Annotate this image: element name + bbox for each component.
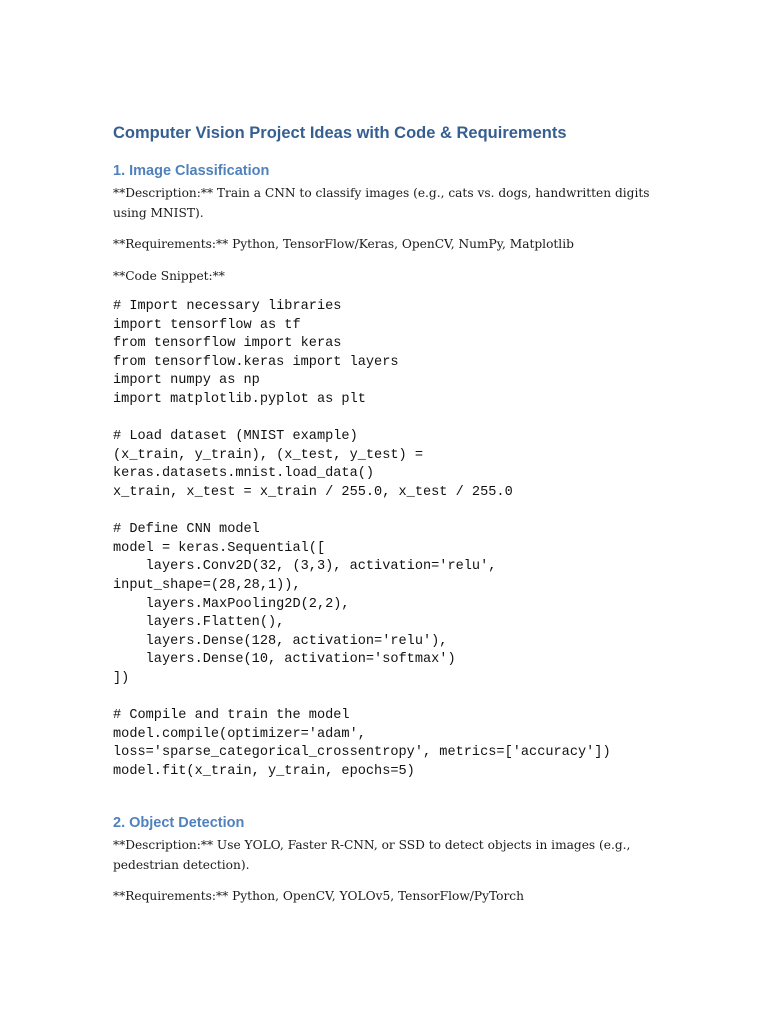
section-heading-image-classification: 1. Image Classification: [113, 163, 270, 179]
code-snippet-label: **Code Snippet:**: [113, 269, 225, 283]
code-line: layers.MaxPooling2D(2,2),: [113, 596, 350, 612]
code-line: from tensorflow.keras import layers: [113, 354, 399, 370]
code-line: import numpy as np: [113, 373, 260, 389]
section-heading-object-detection: 2. Object Detection: [113, 815, 245, 831]
document-title: Computer Vision Project Ideas with Code & Requirements: [113, 124, 567, 142]
code-line: keras.datasets.mnist.load_data(): [113, 466, 375, 482]
code-line: from tensorflow import keras: [113, 336, 342, 352]
code-line: layers.Dense(128, activation='relu'),: [113, 633, 448, 649]
code-line: layers.Dense(10, activation='softmax'): [113, 652, 456, 668]
code-line: # Compile and train the model: [113, 708, 350, 724]
code-line: # Define CNN model: [113, 522, 260, 538]
section-description-object-detection: **Description:** Use YOLO, Faster R-CNN, or SSD to detect objects in images (e.g., pedestrian detection).: [113, 838, 631, 872]
code-line: import tensorflow as tf: [113, 317, 301, 333]
code-line: [113, 503, 658, 522]
code-line: model.compile(optimizer='adam',: [113, 726, 366, 742]
code-line: model = keras.Sequential([: [113, 540, 326, 556]
code-line: layers.Flatten(),: [113, 615, 285, 631]
code-line: loss='sparse_categorical_crossentropy', metrics=['accuracy']): [113, 745, 611, 761]
section-requirements-object-detection: **Requirements:** Python, OpenCV, YOLOv5, TensorFlow/PyTorch: [113, 889, 524, 903]
code-line: (x_train, y_train), (x_test, y_test) =: [113, 447, 423, 463]
code-snippet-block: [113, 298, 658, 781]
section-description-image-classification: **Description:** Train a CNN to classify images (e.g., cats vs. dogs, handwritten digits using MNIST).: [113, 186, 650, 220]
code-line: # Import necessary libraries: [113, 299, 342, 314]
code-line: input_shape=(28,28,1)),: [113, 577, 301, 593]
code-line: model.fit(x_train, y_train, epochs=5): [113, 763, 415, 779]
code-line: [113, 410, 658, 429]
section-requirements-image-classification: **Requirements:** Python, TensorFlow/Keras, OpenCV, NumPy, Matplotlib: [113, 237, 574, 251]
code-line: ]): [113, 670, 130, 686]
code-line: x_train, x_test = x_train / 255.0, x_test / 255.0: [113, 484, 513, 500]
code-line: layers.Conv2D(32, (3,3), activation='relu',: [113, 559, 497, 575]
code-line: [113, 688, 658, 707]
code-line: # Load dataset (MNIST example): [113, 429, 358, 445]
code-line: import matplotlib.pyplot as plt: [113, 391, 366, 407]
